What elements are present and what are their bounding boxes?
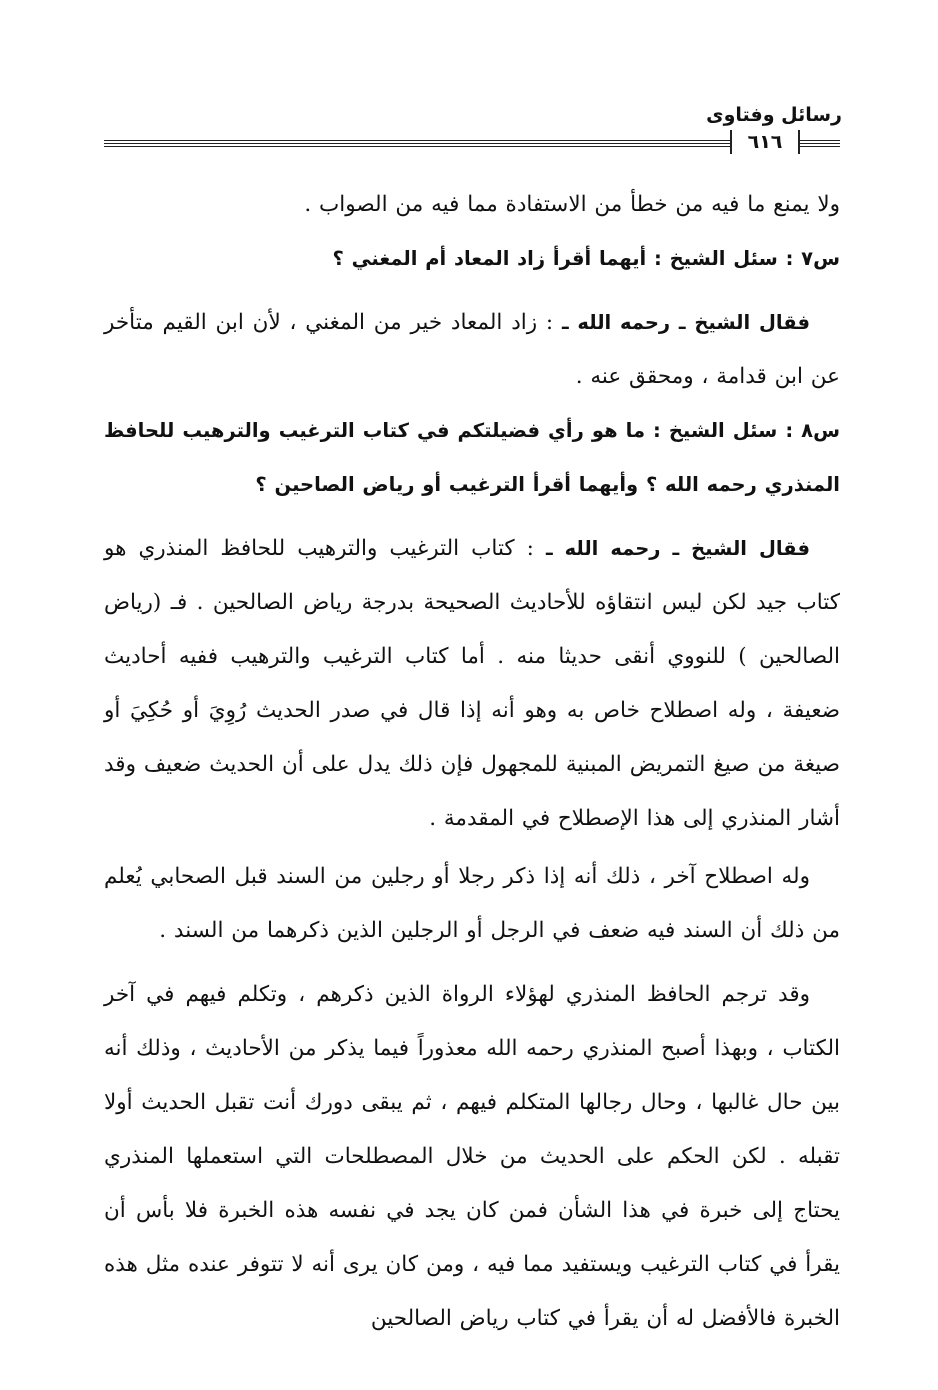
answer-7-text: : زاد المعاد خير من المغني ، لأن ابن القيم متأخر عن ابن قدامة ، ومحقق عنه . — [104, 310, 840, 389]
paragraph-other-term: وله اصطلاح آخر ، ذلك أنه إذا ذكر رجلا أو رجلين من السند قبل الصحابي يُعلم من ذلك أن السند فيه ضعف في الرجل أو الرجلين الذين ذكرهما من السند . — [104, 864, 840, 943]
answer-8-text: : كتاب الترغيب والترهيب للحافظ المنذري هو كتاب جيد لكن ليس انتقاؤه للأحاديث الصحيحة بدرجة رياض الصالحين . فـ (رياض الصالحين ) للنووي أنقى حديثا منه . أما كتاب الترغيب والترهيب ففيه أحاديث ضعيفة ، وله اصطلاح خاص به وهو أنه إذا قال في صدر الحديث رُوِيَ أو حُكِيَ أو صيغة من صيغ التمريض المبنية للمجهول فإن ذلك يدل على أن الحديث ضعيف وقد أشار المنذري إلى هذا الإصطلاح في المقدمة . — [104, 536, 840, 831]
answer-8 — [104, 522, 840, 846]
question-8: س٨ : سئل الشيخ : ما هو رأي فضيلتكم في كتاب الترغيب والترهيب للحافظ المنذري رحمه الله ؟ وأيهما أقرأ الترغيب أو رياض الصاحين ؟ — [104, 419, 840, 496]
question-7: س٧ : سئل الشيخ : أيهما أقرأ زاد المعاد أم المغني ؟ — [332, 247, 840, 270]
header-rule — [104, 127, 840, 157]
body-text — [104, 178, 840, 1346]
answer-8-lead: فقال الشيخ ـ رحمه الله ـ — [545, 537, 810, 560]
paragraph-intro: ولا يمنع ما فيه من خطأ من الاستفادة مما فيه من الصواب . — [304, 192, 840, 217]
page-number: ٦١٦ — [730, 130, 800, 154]
answer-7 — [104, 296, 840, 404]
answer-7-lead: فقال الشيخ ـ رحمه الله ـ — [561, 311, 810, 334]
paragraph-conclusion: وقد ترجم الحافظ المنذري لهؤلاء الرواة الذين ذكرهم ، وتكلم فيهم في آخر الكتاب ، وبهذا أصبح المنذري رحمه الله معذوراً فيما يذكر من الأحاديث ، وذلك أنه بين حال غالبها ، وحال رجالها المتكلم فيهم ، ثم يبقى دورك أنت تقبل الحديث أولا تقبله . لكن الحكم على الحديث من خلال المصطلحات التي استعملها المنذري يحتاج إلى خبرة في هذا الشأن فمن كان يجد في نفسه هذه الخبرة فلا بأس أن يقرأ في كتاب الترغيب ويستفيد مما فيه ، ومن كان يرى أنه لا تتوفر عنده مثل هذه الخبرة فالأفضل له أن يقرأ في كتاب رياض الصالحين — [104, 982, 840, 1331]
running-header-title: رسائل وفتاوى — [706, 104, 842, 126]
